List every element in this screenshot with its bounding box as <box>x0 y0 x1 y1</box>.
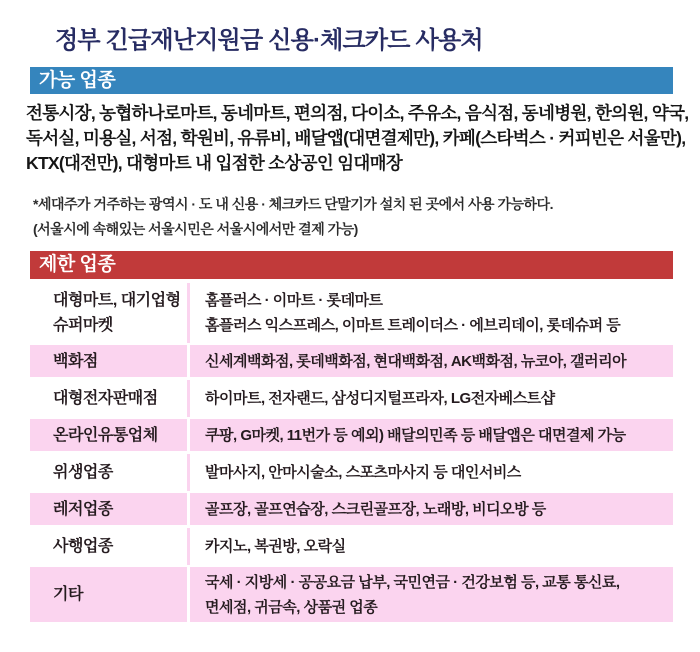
row-category-cell <box>30 454 187 491</box>
allowed-body <box>26 101 688 176</box>
allowed-body-line: 전통시장, 농협하나로마트, 동네마트, 편의점, 다이소, 주유소, 음식점, 동네병원, 한의원, 약국, <box>26 103 689 123</box>
row-detail-cell <box>190 380 673 417</box>
allowed-note-line: *세대주가 거주하는 광역시 · 도 내 신용 · 체크카드 단말기가 설치 된 곳에서 사용 가능하다. <box>33 196 553 212</box>
row-category-cell <box>30 419 187 451</box>
detail-line: 홈플러스 · 이마트 · 롯데마트 <box>205 292 383 309</box>
row-detail-cell <box>190 528 673 565</box>
allowed-body-line: KTX(대전만), 대형마트 내 입점한 소상공인 임대매장 <box>26 153 403 173</box>
row-category-cell <box>30 345 187 377</box>
allowed-notes <box>33 192 553 242</box>
detail-line: 면세점, 귀금속, 상품권 업종 <box>205 598 378 616</box>
detail-line: 홈플러스 익스프레스, 이마트 트레이더스 · 에브리데이, 롯데슈퍼 등 <box>205 317 621 334</box>
table-row <box>30 283 673 343</box>
allowed-body-line: 독서실, 미용실, 서점, 학원비, 유류비, 배달앱(대면결제만), 카페(스타벅스 · 커피빈은 서울만), <box>26 128 686 148</box>
row-category-cell <box>30 528 187 565</box>
row-category-cell <box>30 283 187 343</box>
category-line: 레저업종 <box>53 500 113 518</box>
category-line: 대형전자판매점 <box>53 390 158 407</box>
category-line: 위생업종 <box>53 464 113 481</box>
restricted-section-header: 제한 업종 <box>30 251 673 279</box>
detail-line: 하이마트, 전자랜드, 삼성디지털프라자, LG전자베스트샵 <box>205 390 555 407</box>
row-detail-cell <box>190 567 673 622</box>
row-detail-cell <box>190 454 673 491</box>
detail-line: 신세계백화점, 롯데백화점, 현대백화점, AK백화점, 뉴코아, 갤러리아 <box>205 352 627 370</box>
category-line: 대형마트, 대기업형 <box>53 292 181 309</box>
row-detail-cell <box>190 493 673 525</box>
detail-line: 골프장, 골프연습장, 스크린골프장, 노래방, 비디오방 등 <box>205 500 546 518</box>
category-line: 사행업종 <box>53 538 113 555</box>
row-category-cell <box>30 567 187 622</box>
table-row <box>30 380 673 417</box>
row-category-cell <box>30 380 187 417</box>
row-detail-cell <box>190 419 673 451</box>
table-row <box>30 343 673 380</box>
category-line: 온라인유통업체 <box>53 426 158 444</box>
category-line: 백화점 <box>53 352 98 370</box>
table-row <box>30 565 673 625</box>
table-row <box>30 491 673 528</box>
detail-line: 발마사지, 안마시술소, 스포츠마사지 등 대인서비스 <box>205 464 521 481</box>
row-detail-cell <box>190 345 673 377</box>
row-detail-cell <box>190 283 673 343</box>
row-category-cell <box>30 493 187 525</box>
category-line: 기타 <box>53 586 83 603</box>
table-row <box>30 528 673 565</box>
table-row <box>30 417 673 454</box>
allowed-note-line: (서울시에 속해있는 서울시민은 서울시에서만 결제 가능) <box>33 221 358 237</box>
detail-line: 카지노, 복권방, 오락실 <box>205 538 346 555</box>
detail-line: 쿠팡, G마켓, 11번가 등 예외) 배달의민족 등 배달앱은 대면결제 가능 <box>205 426 626 444</box>
table-row <box>30 454 673 491</box>
allowed-section-header: 가능 업종 <box>30 67 673 94</box>
detail-line: 국세 · 지방세 · 공공요금 납부, 국민연금 · 건강보험 등, 교통 통신료, <box>205 573 620 591</box>
category-line: 슈퍼마켓 <box>53 317 113 334</box>
page-title: 정부 긴급재난지원금 신용·체크카드 사용처 <box>55 27 483 54</box>
restricted-table <box>30 283 673 625</box>
